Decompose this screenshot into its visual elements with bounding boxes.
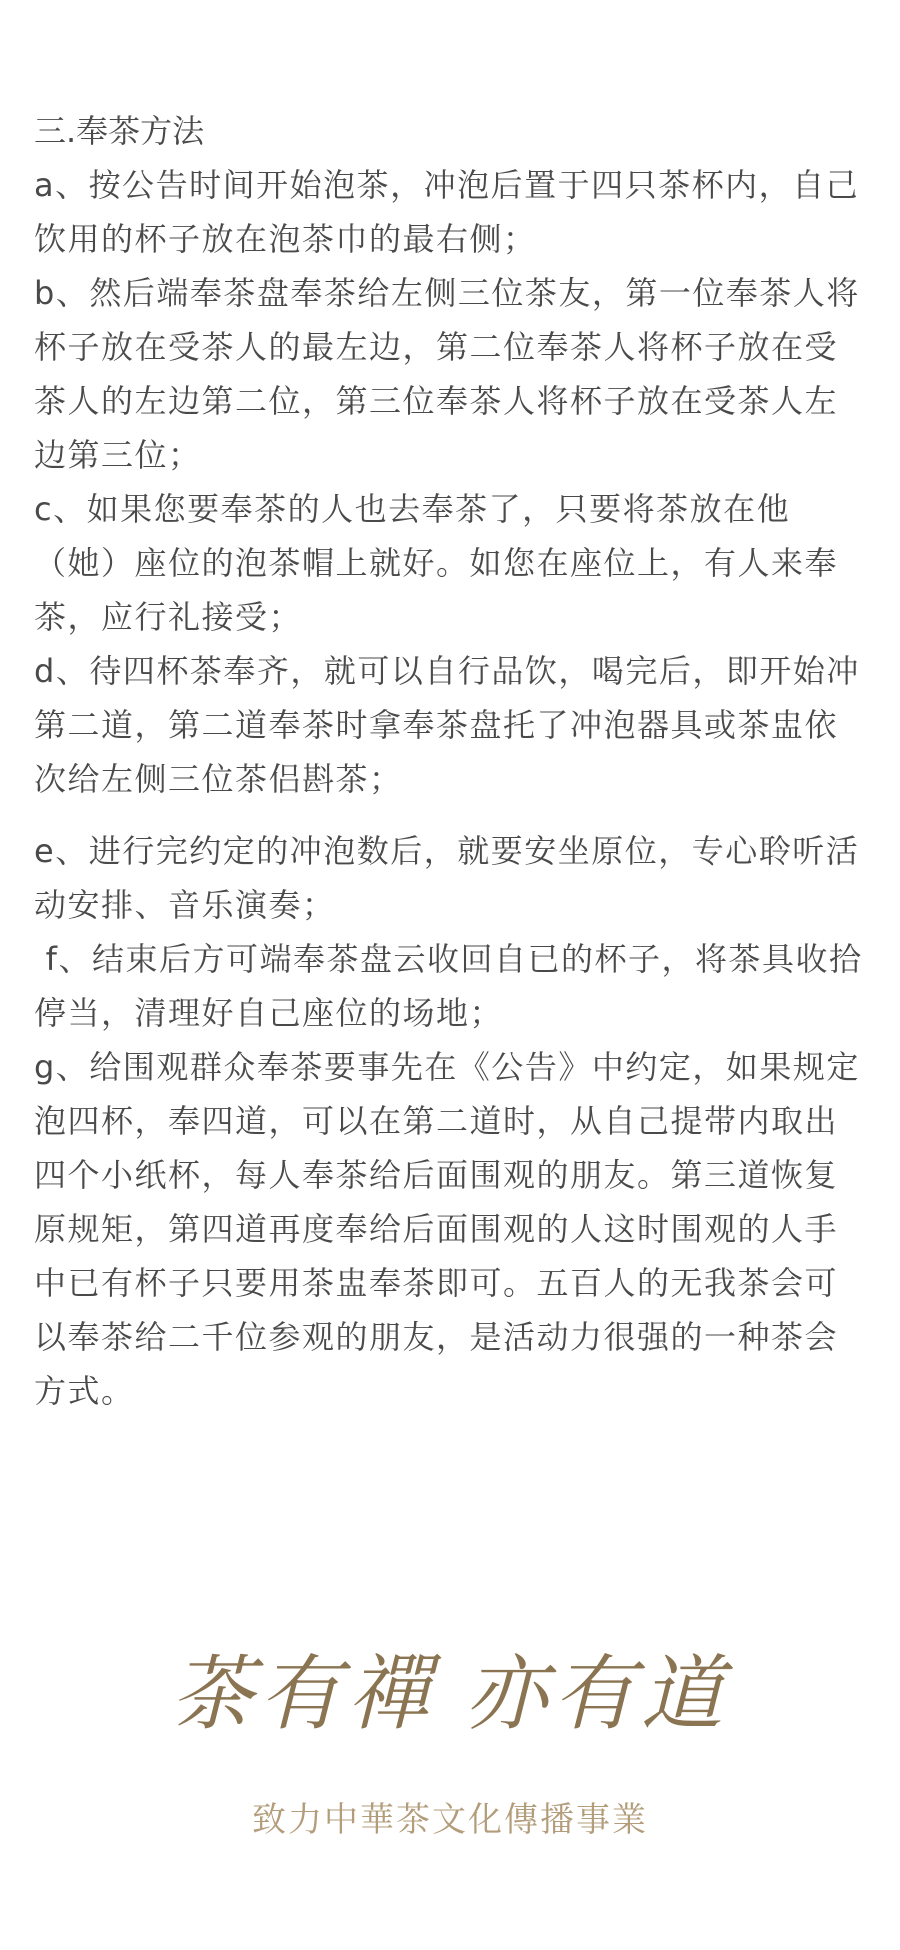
- calligraphy-left-text: 茶有禪: [171, 1647, 435, 1742]
- paragraph-b: b、然后端奉茶盘奉茶给左侧三位茶友，第一位奉茶人将杯子放在受茶人的最左边，第二位奉茶人将杯子放在受茶人的左边第二位，第三位奉茶人将杯子放在受茶人左边第三位；: [34, 274, 860, 474]
- paragraph-c: c、如果您要奉茶的人也去奉茶了，只要将茶放在他（她）座位的泡茶帽上就好。如您在座位上，有人来奉茶，应行礼接受；: [34, 490, 839, 636]
- paragraph-a: a、按公告时间开始泡茶，冲泡后置于四只茶杯内，自己饮用的杯子放在泡茶巾的最右侧；: [34, 166, 860, 258]
- paragraph-d: d、待四杯茶奉齐，就可以自行品饮，喝完后，即开始冲第二道，第二道奉茶时拿奉茶盘托了冲泡器具或茶盅依次给左侧三位茶侣斟茶；: [34, 652, 860, 798]
- article-body: [34, 104, 870, 1418]
- paragraph-g: g、给围观群众奉茶要事先在《公告》中约定，如果规定泡四杯，奉四道，可以在第二道时，从自己提带内取出四个小纸杯，每人奉茶给后面围观的朋友。第三道恢复原规矩，第四道再度奉给后面围观的人这时围观的人手中已有杯子只要用茶盅奉茶即可。五百人的无我茶会可以奉茶给二千位参观的朋友，是活动力很强的一种茶会方式。: [34, 1048, 860, 1410]
- calligraphy-right-text: 亦有道: [465, 1647, 729, 1742]
- footer-slogan: 致力中華茶文化傳播事業: [252, 1800, 648, 1840]
- footer-banner: [0, 1640, 900, 1890]
- section-heading: 三.奉茶方法: [34, 112, 205, 150]
- paragraph-e: e、进行完约定的冲泡数后，就要安坐原位，专心聆听活动安排、音乐演奏；: [34, 832, 860, 924]
- calligraphy-logo: [0, 1640, 900, 1750]
- paragraph-f: f、结束后方可端奉茶盘云收回自已的杯子，将茶具收拾停当，清理好自己座位的场地；: [34, 940, 863, 1032]
